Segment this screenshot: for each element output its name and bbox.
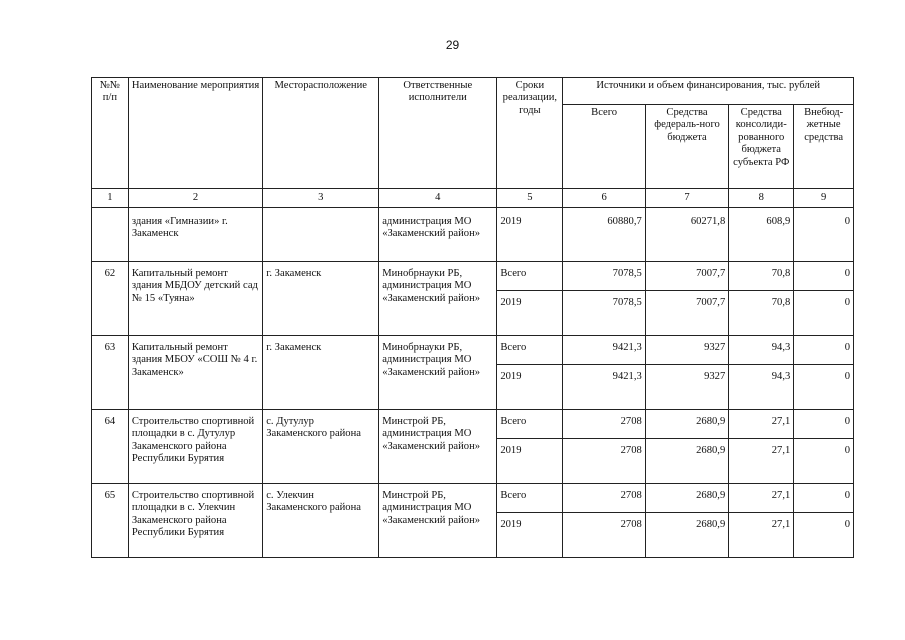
row-regional: 27,1: [729, 513, 794, 558]
column-number: 4: [379, 189, 497, 208]
header-responsible: Ответственные исполнители: [379, 78, 497, 189]
row-term: 2019: [497, 439, 563, 484]
row-regional: 27,1: [729, 439, 794, 484]
row-term: 2019: [497, 513, 563, 558]
row-term: Всего: [497, 336, 563, 365]
row-regional: 608,9: [729, 208, 794, 262]
row-location: г. Закаменск: [263, 336, 379, 410]
row-federal: 9327: [645, 336, 728, 365]
row-federal: 2680,9: [645, 439, 728, 484]
row-term: 2019: [497, 365, 563, 410]
row-extra: 0: [794, 439, 854, 484]
row-responsible: Минобрнауки РБ, администрация МО «Закаменский район»: [379, 262, 497, 336]
row-regional: 27,1: [729, 484, 794, 513]
header-location: Месторасположение: [263, 78, 379, 189]
column-number: 1: [92, 189, 129, 208]
row-name: Строительство спортивной площадки в с. Дутулур Закаменского района Республики Бурятия: [128, 410, 262, 484]
row-name: Капитальный ремонт здания МБДОУ детский сад № 15 «Туяна»: [128, 262, 262, 336]
row-federal: 2680,9: [645, 410, 728, 439]
page-number: 29: [445, 38, 460, 52]
row-federal: 7007,7: [645, 291, 728, 336]
row-num: 64: [92, 410, 129, 484]
table-row: [92, 262, 854, 291]
table-row: [92, 336, 854, 365]
row-regional: 27,1: [729, 410, 794, 439]
header-regional: Средства консолиди-рованного бюджета субъекта РФ: [729, 105, 794, 189]
column-number-row: [92, 189, 854, 208]
row-total: 2708: [563, 439, 645, 484]
row-name: здания «Гимназии» г. Закаменск: [128, 208, 262, 262]
row-term: 2019: [497, 208, 563, 262]
header-num: №№ п/п: [92, 78, 129, 189]
header-name: Наименование мероприятия: [128, 78, 262, 189]
row-term: Всего: [497, 484, 563, 513]
row-federal: 2680,9: [645, 484, 728, 513]
row-regional: 94,3: [729, 365, 794, 410]
table-row: [92, 484, 854, 513]
row-num: 65: [92, 484, 129, 558]
header-row: [92, 78, 854, 105]
row-federal: 7007,7: [645, 262, 728, 291]
row-total: 2708: [563, 484, 645, 513]
column-number: 9: [794, 189, 854, 208]
row-location: г. Закаменск: [263, 262, 379, 336]
row-num: 63: [92, 336, 129, 410]
row-total: 7078,5: [563, 291, 645, 336]
row-location: с. Дутулур Закаменского района: [263, 410, 379, 484]
row-extra: 0: [794, 291, 854, 336]
row-total: 7078,5: [563, 262, 645, 291]
table-row-continuation: [92, 208, 854, 262]
column-number: 8: [729, 189, 794, 208]
row-federal: 9327: [645, 365, 728, 410]
row-regional: 70,8: [729, 262, 794, 291]
financing-table: [91, 77, 854, 558]
row-extra: 0: [794, 336, 854, 365]
row-responsible: Минстрой РБ, администрация МО «Закаменский район»: [379, 410, 497, 484]
row-extra: 0: [794, 410, 854, 439]
row-extra: 0: [794, 262, 854, 291]
row-federal: 2680,9: [645, 513, 728, 558]
row-total: 9421,3: [563, 365, 645, 410]
column-number: 7: [645, 189, 728, 208]
row-location: [263, 208, 379, 262]
row-term: Всего: [497, 262, 563, 291]
row-responsible: Минстрой РБ, администрация МО «Закаменский район»: [379, 484, 497, 558]
row-location: с. Улекчин Закаменского района: [263, 484, 379, 558]
row-responsible: администрация МО «Закаменский район»: [379, 208, 497, 262]
row-extra: 0: [794, 513, 854, 558]
column-number: 5: [497, 189, 563, 208]
row-name: Капитальный ремонт здания МБОУ «СОШ № 4 г. Закаменск»: [128, 336, 262, 410]
header-extra: Внебюд-жетные средства: [794, 105, 854, 189]
row-term: 2019: [497, 291, 563, 336]
column-number: 6: [563, 189, 645, 208]
row-extra: 0: [794, 208, 854, 262]
row-term: Всего: [497, 410, 563, 439]
row-total: 60880,7: [563, 208, 645, 262]
row-regional: 70,8: [729, 291, 794, 336]
row-num: 62: [92, 262, 129, 336]
row-total: 2708: [563, 410, 645, 439]
row-num: [92, 208, 129, 262]
row-extra: 0: [794, 365, 854, 410]
header-terms: Сроки реализации, годы: [497, 78, 563, 189]
table-row: [92, 410, 854, 439]
row-total: 2708: [563, 513, 645, 558]
header-federal: Средства федераль-ного бюджета: [645, 105, 728, 189]
row-responsible: Минобрнауки РБ, администрация МО «Закаменский район»: [379, 336, 497, 410]
column-number: 2: [128, 189, 262, 208]
column-number: 3: [263, 189, 379, 208]
row-regional: 94,3: [729, 336, 794, 365]
header-financing: Источники и объем финансирования, тыс. рублей: [563, 78, 854, 105]
row-federal: 60271,8: [645, 208, 728, 262]
row-total: 9421,3: [563, 336, 645, 365]
header-total: Всего: [563, 105, 645, 189]
row-extra: 0: [794, 484, 854, 513]
row-name: Строительство спортивной площадки в с. Улекчин Закаменского района Республики Бурятия: [128, 484, 262, 558]
